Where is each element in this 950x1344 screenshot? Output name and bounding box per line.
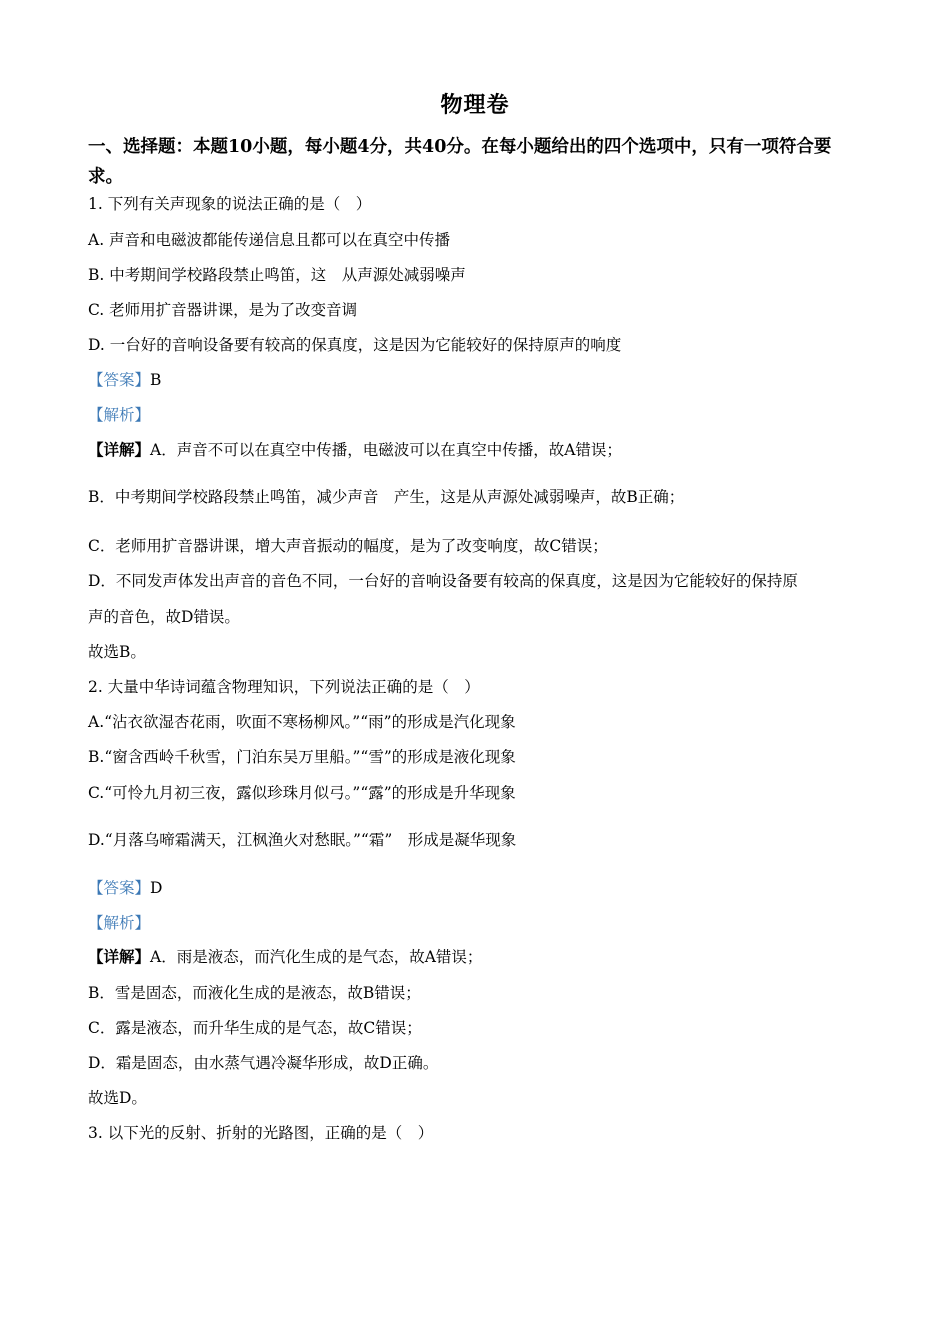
question-2-option-b: B.“窗含西岭千秋雪，门泊东吴万里船。”“雪”的形成是液化现象: [88, 748, 516, 766]
question-2-detail-b: B．雪是固态，而液化生成的是液态，故B错误；: [88, 984, 421, 1002]
question-2-detail-c: C．露是液态，而升华生成的是气态，故C错误；: [88, 1019, 422, 1037]
question-1-option-d: D. 一台好的音响设备要有较高的保真度，这是因为它能较好的保持原声的响度: [88, 336, 622, 354]
question-1-detail-a: [88, 439, 622, 461]
answer-tag: 【答案】: [88, 371, 151, 389]
page-title: 物理卷: [440, 92, 510, 118]
question-2-answer: [88, 877, 162, 899]
question-2-option-d: D.“月落乌啼霜满天，江枫渔火对愁眠。”“霜” 形成是凝华现象: [88, 831, 517, 849]
question-3-stem: 3. 以下光的反射、折射的光路图，正确的是（ ）: [88, 1124, 434, 1142]
question-2-detail-d: D．霜是固态，由水蒸气遇冷凝华形成，故D正确。: [88, 1054, 439, 1072]
question-2-analysis-tag: 【解析】: [88, 914, 151, 932]
question-1-analysis-tag: 【解析】: [88, 406, 151, 424]
question-1-answer: [88, 369, 161, 391]
answer-tag: 【答案】: [88, 879, 151, 897]
question-2-option-a: A.“沾衣欲湿杏花雨，吹面不寒杨柳风。”“雨”的形成是汽化现象: [88, 713, 516, 731]
question-2-stem: 2. 大量中华诗词蕴含物理知识，下列说法正确的是（ ）: [88, 678, 480, 696]
section-heading: 一、选择题：本题10小题，每小题4分，共40分。在每小题给出的四个选项中，只有一项符合要求。: [88, 137, 832, 187]
answer-value: D: [150, 879, 163, 897]
question-1-detail-d-cont: 声的音色，故D错误。: [88, 608, 240, 626]
question-1-conclusion: 故选B。: [88, 643, 146, 661]
answer-value: B: [150, 371, 162, 389]
question-1-option-a: A. 声音和电磁波都能传递信息且都可以在真空中传播: [88, 231, 451, 249]
question-1-option-b: B. 中考期间学校路段禁止鸣笛，这 从声源处减弱噪声: [88, 266, 466, 284]
question-1-detail-d: D．不同发声体发出声音的音色不同，一台好的音响设备要有较高的保真度，这是因为它能较好的保持原: [88, 572, 798, 590]
question-1-detail-c: C．老师用扩音器讲课，增大声音振动的幅度，是为了改变响度，故C错误；: [88, 537, 608, 555]
question-1-stem: 1. 下列有关声现象的说法正确的是（ ）: [88, 195, 372, 213]
question-1-detail-b: B．中考期间学校路段禁止鸣笛，减少声音 产生，这是从声源处减弱噪声，故B正确；: [88, 488, 685, 506]
detail-tag: 【详解】: [88, 947, 151, 966]
detail-text: A．雨是液态，而汽化生成的是气态，故A错误；: [150, 948, 483, 966]
question-2-option-c: C.“可怜九月初三夜，露似珍珠月似弓。”“露”的形成是升华现象: [88, 784, 516, 802]
question-2-conclusion: 故选D。: [88, 1089, 147, 1107]
detail-text: A．声音不可以在真空中传播，电磁波可以在真空中传播，故A错误；: [150, 441, 622, 459]
question-1-option-c: C. 老师用扩音器讲课，是为了改变音调: [88, 301, 358, 319]
detail-tag: 【详解】: [88, 440, 151, 459]
question-2-detail-a: [88, 946, 482, 968]
